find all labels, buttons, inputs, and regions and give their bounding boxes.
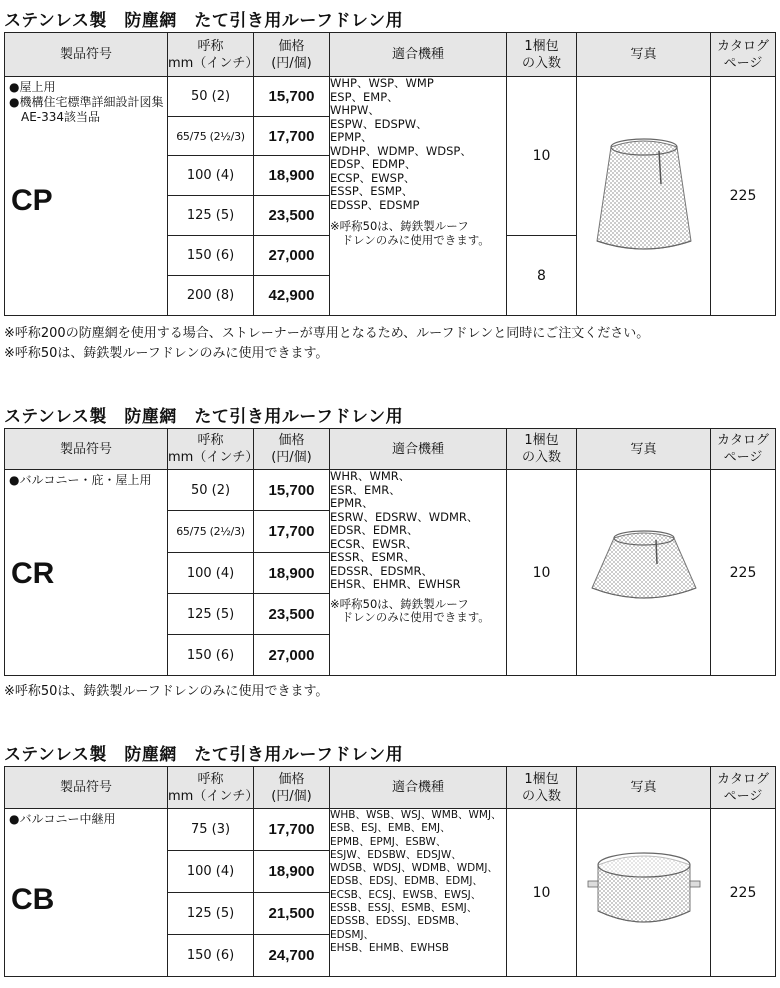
cp-product-code: CP <box>11 184 53 217</box>
header-photo: 写真 <box>577 767 711 809</box>
cr-description: ●バルコニー・庇・屋上用 <box>9 473 152 487</box>
cp-strainer-image <box>589 129 699 259</box>
cr-product-code: CR <box>11 557 55 590</box>
cp-models-cell <box>330 77 507 316</box>
cp-size-5: 200 (8) <box>168 276 254 316</box>
cr-qty: 10 <box>507 470 577 676</box>
cr-price-1: 17,700 <box>254 511 330 553</box>
cr-table <box>4 428 776 676</box>
header-models: 適合機種 <box>330 767 507 809</box>
cb-models-cell <box>330 809 507 977</box>
header-page: カタログ ページ <box>711 429 776 470</box>
cb-product-code: CB <box>11 883 55 916</box>
header-size: 呼称 mm（インチ） <box>168 33 254 77</box>
cp-price-4: 27,000 <box>254 236 330 276</box>
header-price: 価格 (円/個) <box>254 767 330 809</box>
cr-size-4: 150 (6) <box>168 635 254 676</box>
cp-note-1: ※呼称50は、鋳鉄製ルーフドレンのみに使用できます。 <box>4 346 329 361</box>
header-page: カタログ ページ <box>711 33 776 77</box>
cb-price-1: 18,900 <box>254 851 330 893</box>
cp-qty-200: 8 <box>507 236 577 316</box>
section-title-cp: ステンレス製 防塵網 たて引き用ルーフドレン用 <box>4 11 404 31</box>
cr-catalog-page: 225 <box>711 470 776 676</box>
cb-table <box>4 766 776 977</box>
cr-note-0: ※呼称50は、鋳鉄製ルーフドレンのみに使用できます。 <box>4 684 329 699</box>
cr-price-3: 23,500 <box>254 594 330 635</box>
cb-size-1: 100 (4) <box>168 851 254 893</box>
header-photo: 写真 <box>577 429 711 470</box>
cp-price-0: 15,700 <box>254 77 330 117</box>
cp-description: ●屋上用 ●機構住宅標準詳細設計図集 AE-334該当品 <box>9 80 164 124</box>
cr-models-cell <box>330 470 507 676</box>
cr-size-0: 50 (2) <box>168 470 254 511</box>
cb-strainer-image <box>582 841 706 941</box>
cb-description: ●バルコニー中継用 <box>9 812 116 826</box>
cr-models-list: WHR、WMR、 ESR、EMR、 EPMR、 ESRW、EDSRW、WDMR、 EDSR、EDMR、 ECSR、EWSR、 ESSR、ESMR、 EDSSR、EDSMR、 EHSR、EHMR、EWHSR <box>330 469 479 591</box>
section-title-cb: ステンレス製 防塵網 たて引き用ルーフドレン用 <box>4 745 404 765</box>
cp-note-0: ※呼称200の防塵網を使用する場合、ストレーナーが専用となるため、ルーフドレンと同時にご注文ください。 <box>4 326 650 341</box>
cp-size-0: 50 (2) <box>168 77 254 117</box>
cp-price-5: 42,900 <box>254 276 330 316</box>
cr-size-2: 100 (4) <box>168 553 254 594</box>
header-models: 適合機種 <box>330 33 507 77</box>
cr-price-0: 15,700 <box>254 470 330 511</box>
cp-price-1: 17,700 <box>254 117 330 156</box>
header-models: 適合機種 <box>330 429 507 470</box>
header-page: カタログ ページ <box>711 767 776 809</box>
header-size: 呼称 mm（インチ） <box>168 429 254 470</box>
cp-price-3: 23,500 <box>254 196 330 236</box>
cp-size-3: 125 (5) <box>168 196 254 236</box>
cr-size-1: 65/75 (2½/3) <box>168 511 254 553</box>
cp-size-4: 150 (6) <box>168 236 254 276</box>
cb-size-3: 150 (6) <box>168 935 254 977</box>
cr-models-note: ※呼称50は、鋳鉄製ルーフ ドレンのみに使用できます。 <box>330 596 490 624</box>
header-qty: 1梱包 の入数 <box>507 33 577 77</box>
cp-size-2: 100 (4) <box>168 156 254 196</box>
cr-price-2: 18,900 <box>254 553 330 594</box>
header-price: 価格 (円/個) <box>254 33 330 77</box>
header-qty: 1梱包 の入数 <box>507 429 577 470</box>
cp-models-note: ※呼称50は、鋳鉄製ルーフ ドレンのみに使用できます。 <box>330 219 490 247</box>
cb-qty: 10 <box>507 809 577 977</box>
cp-photo <box>577 77 711 316</box>
cp-table <box>4 32 776 316</box>
header-price: 価格 (円/個) <box>254 429 330 470</box>
cb-price-0: 17,700 <box>254 809 330 851</box>
cr-price-4: 27,000 <box>254 635 330 676</box>
header-code: 製品符号 <box>5 429 168 470</box>
cb-size-2: 125 (5) <box>168 893 254 935</box>
cr-code-cell <box>5 470 168 676</box>
cp-code-cell <box>5 77 168 316</box>
header-code: 製品符号 <box>5 767 168 809</box>
cp-qty-main: 10 <box>507 77 577 236</box>
cb-code-cell <box>5 809 168 977</box>
cr-strainer-image <box>586 526 702 616</box>
cb-catalog-page: 225 <box>711 809 776 977</box>
cb-size-0: 75 (3) <box>168 809 254 851</box>
header-size: 呼称 mm（インチ） <box>168 767 254 809</box>
cp-catalog-page: 225 <box>711 77 776 316</box>
cp-models-list: WHP、WSP、WMP ESP、EMP、 WHPW、 ESPW、EDSPW、 EPMP、 WDHP、WDMP、WDSP、 EDSP、EDMP、 ECSP、EWSP、 ESSP、ESMP、 EDSSP、EDSMP <box>330 76 472 212</box>
cp-price-2: 18,900 <box>254 156 330 196</box>
cr-size-3: 125 (5) <box>168 594 254 635</box>
header-code: 製品符号 <box>5 33 168 77</box>
header-photo: 写真 <box>577 33 711 77</box>
section-title-cr: ステンレス製 防塵網 たて引き用ルーフドレン用 <box>4 407 404 427</box>
cp-size-1: 65/75 (2½/3) <box>168 117 254 156</box>
header-qty: 1梱包 の入数 <box>507 767 577 809</box>
cr-photo <box>577 470 711 676</box>
cb-price-3: 24,700 <box>254 935 330 977</box>
cb-price-2: 21,500 <box>254 893 330 935</box>
cb-models-list: WHB、WSB、WSJ、WMB、WMJ、 ESB、ESJ、EMB、EMJ、 EPMB、EPMJ、ESBW、 ESJW、EDSBW、EDSJW、 WDSB、WDSJ、WDMB、WDMJ、 EDSB、EDSJ、EDMB、EDMJ、 ECSB、ECSJ、EWSB、EWSJ、 ESSB、ESSJ、ESMB、ESMJ、 EDSSB、EDSSJ、EDSMB、EDSMJ、 EHSB、EHMB、EWHSB <box>330 809 502 954</box>
cb-photo <box>577 809 711 977</box>
